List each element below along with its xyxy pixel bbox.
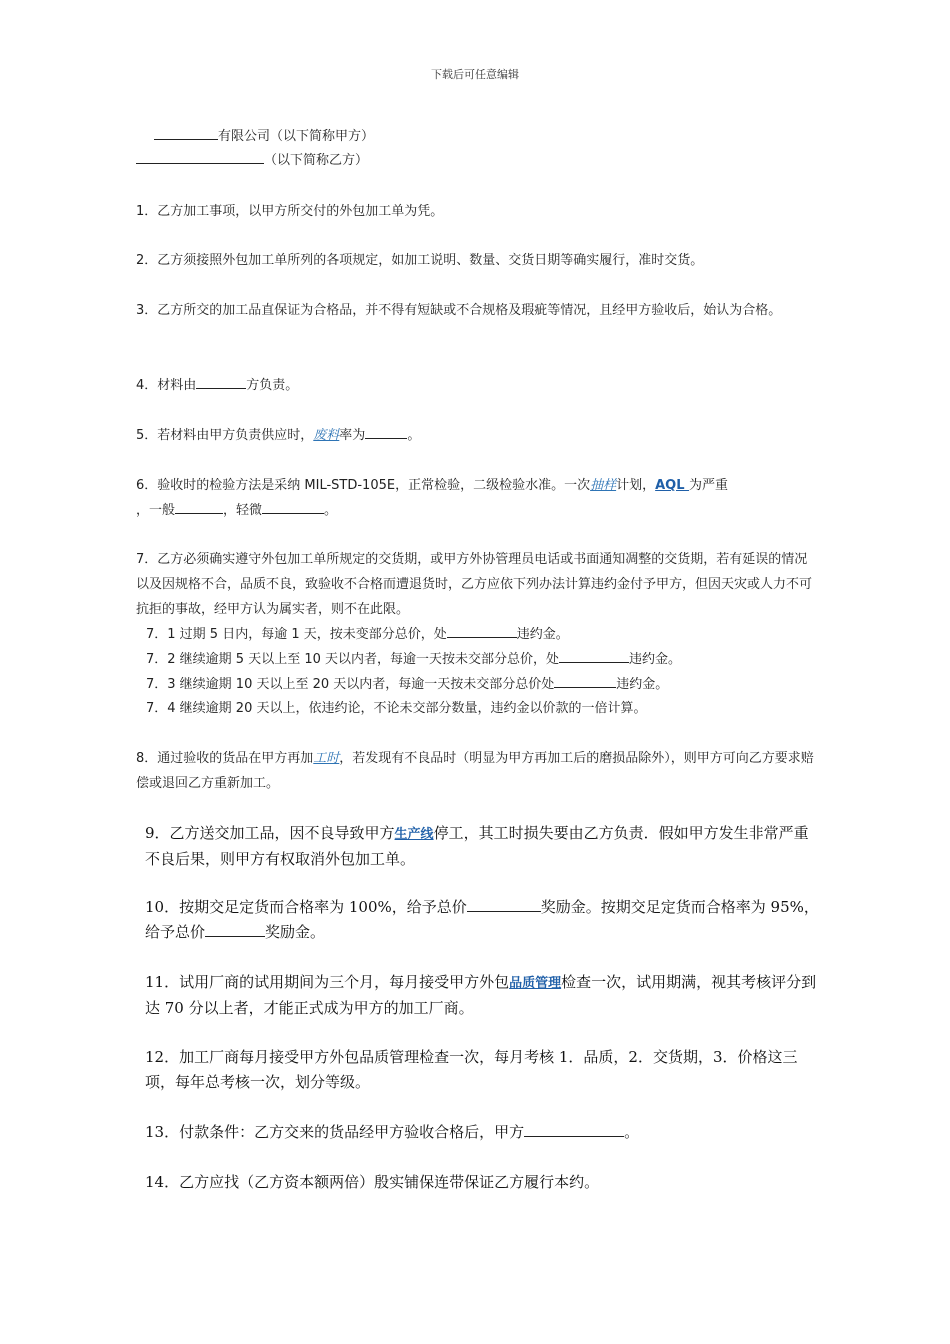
clause-3: 3．乙方所交的加工品直保证为合格品，并不得有短缺或不合规格及瑕疵等情况，且经甲方验收后，始认为合格。 xyxy=(136,303,782,318)
party-b-blank[interactable] xyxy=(136,149,264,164)
bonus-95-blank[interactable] xyxy=(205,922,265,937)
party-a-line: 有限公司（以下简称甲方） xyxy=(154,124,838,149)
penalty-2-blank[interactable] xyxy=(559,648,629,663)
aql-link[interactable]: AQL xyxy=(655,478,690,493)
clause-9: 9．乙方送交加工品，因不良导致甲方生产线停工，其工时损失要由乙方负责．假如甲方发生非常严重不良后果，则甲方有权取消外包加工单。 xyxy=(145,824,809,868)
bonus-100-blank[interactable] xyxy=(467,897,541,912)
clause-7-1: 7．1 过期 5 日内，每逾 1 天，按未变部分总价，处 违约金。 xyxy=(146,622,826,647)
quality-management-link[interactable]: 品质管理 xyxy=(509,976,562,991)
clause-2: 2．乙方须接照外包加工单所列的各项规定，如加工说明、数量、交货日期等确实履行，准时交货。 xyxy=(136,253,704,268)
sampling-link[interactable]: 抽样 xyxy=(590,478,617,493)
party-b-line: （以下简称乙方） xyxy=(136,148,820,173)
general-blank[interactable] xyxy=(175,499,223,514)
penalty-3-blank[interactable] xyxy=(554,673,616,688)
clause-5: 5．若材料由甲方负责供应时，废料率为 。 xyxy=(136,423,820,448)
clause-7-4: 7．4 继续逾期 20 天以上，依违约论，不论未交部分数量，违约金以价款的一倍计算。 xyxy=(146,701,647,716)
clause-14: 14．乙方应找（乙方资本额两倍）殷实铺保连带保证乙方履行本约。 xyxy=(145,1173,600,1191)
scrap-rate-blank[interactable] xyxy=(365,424,407,439)
clause-13: 13．付款条件：乙方交来的货品经甲方验收合格后，甲方 。 xyxy=(145,1123,640,1141)
production-line-link[interactable]: 生产线 xyxy=(394,827,434,842)
page-header: 下载后可任意编辑 xyxy=(431,68,519,81)
clause-10: 10．按期交足定货而合格率为 100%，给予总价 奖励金。按期交足定货而合格率为 95%，给予总价 奖励金。 xyxy=(145,898,819,941)
minor-blank[interactable] xyxy=(262,499,324,514)
material-party-blank[interactable] xyxy=(196,374,246,389)
scrap-link[interactable]: 废料 xyxy=(313,428,340,443)
party-a-blank[interactable] xyxy=(154,125,218,140)
clause-8: 8．通过验收的货品在甲方再加工时，若发现有不良品时（明显为甲方再加工后的磨损品除外），则甲方可向乙方要求赔偿或退回乙方重新加工。 xyxy=(136,751,814,791)
clause-7-2: 7．2 继续逾期 5 天以上至 10 天以内者，每逾一天按未交部分总价，处 违约金。 xyxy=(146,647,826,672)
penalty-1-blank[interactable] xyxy=(447,623,517,638)
clause-1: 1．乙方加工事项，以甲方所交付的外包加工单为凭。 xyxy=(136,204,444,219)
work-hours-link[interactable]: 工时 xyxy=(313,751,340,766)
payment-terms-blank[interactable] xyxy=(524,1122,624,1137)
clause-11: 11．试用厂商的试用期间为三个月，每月接受甲方外包品质管理检查一次，试用期满，视其考核评分到达 70 分以上者，才能正式成为甲方的加工厂商。 xyxy=(145,973,817,1017)
clause-12: 12．加工厂商每月接受甲方外包品质管理检查一次，每月考核 1．品质，2．交货期，3．价格这三项，每年总考核一次，划分等级。 xyxy=(145,1048,798,1091)
clause-7: 7．乙方必须确实遵守外包加工单所规定的交货期，或甲方外协管理员电话或书面通知凋整的交货期，若有延误的情况以及因规格不合，品质不良，致验收不合格而遭退货时，乙方应依下列办法计算违约金付予甲方，但因天灾或人力不可抗拒的事故，经甲方认为属实者，则不在此限。 xyxy=(136,552,813,617)
clause-7-3: 7．3 继续逾期 10 天以上至 20 天以内者，每逾一天按未交部分总价处 违约金。 xyxy=(146,672,826,697)
clause-4: 4．材料由 方负责。 xyxy=(136,373,820,398)
clause-6: 6．验收时的检验方法是采纳 MIL-STD-105E，正常检验，二级检验水准。一次抽样计划，AQL 为严重 ，一般 ，轻微 。 xyxy=(136,478,729,518)
